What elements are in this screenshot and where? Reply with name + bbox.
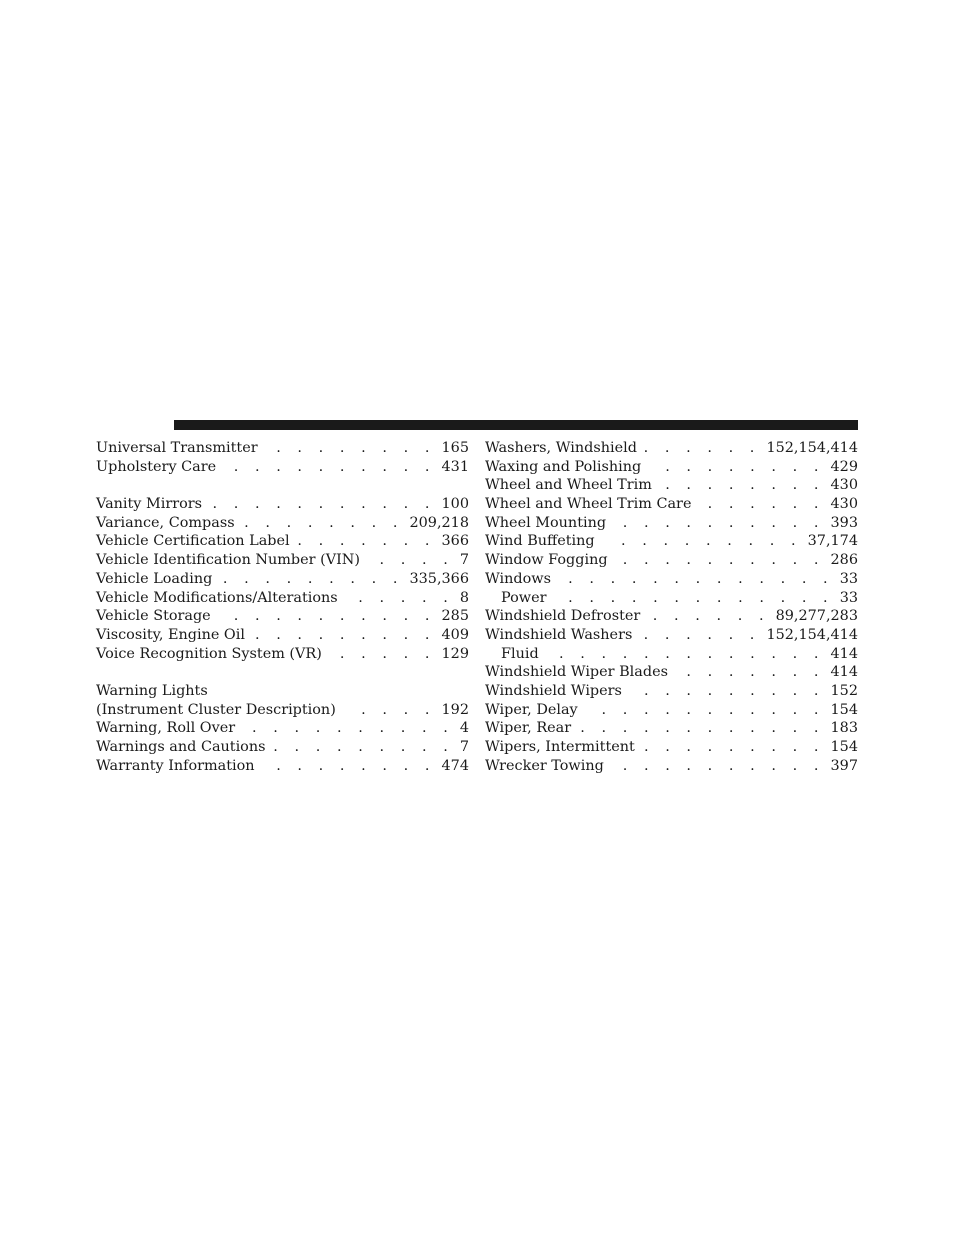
dot-leader <box>603 532 802 551</box>
index-term: Warning, Roll Over <box>96 720 236 737</box>
index-page: 154 <box>830 739 858 755</box>
dot-leader <box>554 589 833 608</box>
index-page: 366 <box>441 533 469 550</box>
index-subentry <box>485 645 858 664</box>
dot-leader <box>648 607 769 626</box>
index-term: Vanity Mirrors <box>96 496 203 513</box>
index-column-right <box>485 439 858 775</box>
index-page: 335,366 <box>409 570 469 587</box>
dot-leader <box>219 607 436 626</box>
index-term: Warnings and Cautions <box>96 739 266 755</box>
index-entry <box>485 607 858 626</box>
index-entry <box>485 514 858 533</box>
index-entry <box>485 719 858 738</box>
dot-leader <box>614 514 824 533</box>
dot-leader <box>330 645 436 664</box>
index-term: Windshield Wiper Blades <box>485 664 668 681</box>
dot-leader <box>243 514 404 533</box>
index-term: Wiper, Rear <box>485 720 572 737</box>
dot-leader <box>640 626 760 645</box>
dot-leader <box>612 757 825 776</box>
index-page: 152,154,414 <box>766 440 858 456</box>
index-term: Windshield Wipers <box>485 682 622 699</box>
dot-leader <box>298 532 436 551</box>
index-entry <box>485 532 858 551</box>
index-page: 7 <box>459 739 469 755</box>
index-page: 152 <box>830 682 858 699</box>
index-term: Wind Buffeting <box>485 533 595 550</box>
index-page: 393 <box>830 514 858 531</box>
index-entry <box>485 738 858 757</box>
index-page: 192 <box>441 701 469 718</box>
index-entry <box>485 458 858 477</box>
index-page: 154 <box>830 701 858 718</box>
dot-leader <box>559 570 834 589</box>
index-term: Vehicle Loading <box>96 570 213 587</box>
index-entry <box>96 570 469 589</box>
index-page: 33 <box>839 570 858 587</box>
index-page: 33 <box>839 589 858 606</box>
index-page: 397 <box>830 757 858 774</box>
index-page: 8 <box>459 589 469 606</box>
group-spacer <box>96 663 469 682</box>
index-entry <box>485 439 858 458</box>
dot-leader <box>547 645 825 664</box>
index-entry <box>485 626 858 645</box>
header-rule <box>174 420 858 430</box>
dot-leader <box>699 495 824 514</box>
index-entry <box>485 570 858 589</box>
dot-leader <box>630 682 825 701</box>
dot-leader <box>224 458 435 477</box>
index-term: Upholstery Care <box>96 458 217 475</box>
index-term: Wheel and Wheel Trim Care <box>485 496 692 513</box>
index-entry <box>96 701 469 720</box>
index-term: Wiper, Delay <box>485 701 578 718</box>
dot-leader <box>263 757 436 776</box>
index-entry <box>96 532 469 551</box>
index-entry <box>96 495 469 514</box>
index-entry <box>96 738 469 757</box>
index-page: 430 <box>830 477 858 494</box>
dot-leader <box>579 719 824 738</box>
dot-leader <box>253 626 436 645</box>
index-entry <box>96 551 469 570</box>
index-page: 474 <box>441 757 469 774</box>
dot-leader <box>210 495 435 514</box>
dot-leader <box>645 439 761 458</box>
dot-leader <box>616 551 825 570</box>
index-page: 429 <box>830 458 858 475</box>
index-term: Wrecker Towing <box>485 757 604 774</box>
index-term: Window Fogging <box>485 552 608 569</box>
index-entry <box>485 757 858 776</box>
index-term: Wipers, Intermittent <box>485 739 635 755</box>
index-term: Variance, Compass <box>96 514 235 531</box>
index-term: Vehicle Certification Label <box>96 533 290 550</box>
dot-leader <box>346 589 454 608</box>
index-entry <box>96 719 469 738</box>
dot-leader <box>676 663 825 682</box>
dot-leader <box>586 701 825 720</box>
index-heading: Warning Lights <box>96 682 208 699</box>
index-column-left <box>96 439 469 775</box>
index-entry <box>96 626 469 645</box>
dot-leader <box>344 701 436 720</box>
group-spacer <box>96 476 469 495</box>
index-term: Power <box>501 589 547 606</box>
dot-leader <box>243 719 454 738</box>
index-term: Windshield Washers <box>485 626 633 643</box>
dot-leader <box>368 551 454 570</box>
index-page: 209,218 <box>409 514 469 531</box>
index-page: 285 <box>441 608 469 625</box>
index-term: Warranty Information <box>96 757 255 774</box>
index-page: 37,174 <box>807 533 858 550</box>
index-page: 414 <box>830 664 858 681</box>
index-entry <box>485 682 858 701</box>
index-entry <box>96 439 469 458</box>
index-entry <box>96 757 469 776</box>
index-term: Washers, Windshield <box>485 440 637 456</box>
index-term: Viscosity, Engine Oil <box>96 626 245 643</box>
index-page: 4 <box>459 720 469 737</box>
index-entry <box>96 607 469 626</box>
dot-leader <box>266 439 436 458</box>
dot-leader <box>660 476 825 495</box>
index-page: 409 <box>441 626 469 643</box>
index-entry <box>485 476 858 495</box>
index-page: 431 <box>441 458 469 475</box>
index-page: 430 <box>830 496 858 513</box>
index-entry <box>96 458 469 477</box>
index-page: 152,154,414 <box>766 626 858 643</box>
index-term: Vehicle Modifications/Alterations <box>96 589 338 606</box>
dot-leader <box>649 458 824 477</box>
index-entry <box>96 514 469 533</box>
index-term: Windows <box>485 570 551 587</box>
index-entry <box>485 701 858 720</box>
index-page: 183 <box>830 720 858 737</box>
index-page: 165 <box>441 440 469 456</box>
dot-leader <box>220 570 403 589</box>
index-entry <box>96 589 469 608</box>
index-term: Windshield Defroster <box>485 608 641 625</box>
index-entry <box>96 645 469 664</box>
index-page: 7 <box>459 552 469 569</box>
index-term: Fluid <box>501 645 539 662</box>
index-term: (Instrument Cluster Description) <box>96 701 336 718</box>
index-term: Universal Transmitter <box>96 440 258 456</box>
index-page: 129 <box>441 645 469 662</box>
index-page: 286 <box>830 552 858 569</box>
index-subentry <box>485 589 858 608</box>
index-term: Vehicle Identification Number (VIN) <box>96 552 360 569</box>
index-term: Voice Recognition System (VR) <box>96 645 322 662</box>
index-term: Wheel Mounting <box>485 514 607 531</box>
index-term: Vehicle Storage <box>96 608 211 625</box>
dot-leader <box>643 738 825 757</box>
index-page: 89,277,283 <box>775 608 858 625</box>
index-term: Wheel and Wheel Trim <box>485 477 652 494</box>
index-page: 414 <box>830 645 858 662</box>
index-entry <box>485 551 858 570</box>
dot-leader <box>274 738 454 757</box>
index-page: 100 <box>441 496 469 513</box>
index-entry <box>485 495 858 514</box>
index-term: Waxing and Polishing <box>485 458 642 475</box>
index-entry <box>485 663 858 682</box>
